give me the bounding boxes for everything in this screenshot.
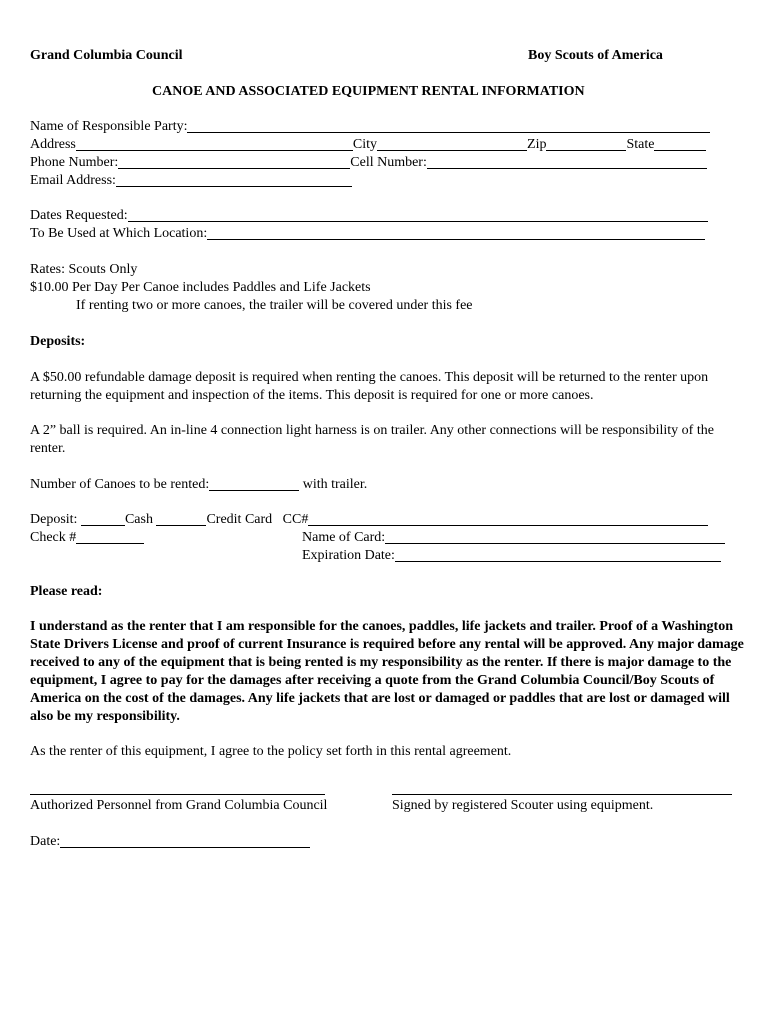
rates-heading: Rates: Scouts Only bbox=[30, 262, 138, 277]
check-row bbox=[30, 529, 144, 547]
cell-blank[interactable] bbox=[427, 154, 707, 169]
scouter-signature-label: Signed by registered Scouter using equipment. bbox=[392, 798, 654, 813]
deposits-heading: Deposits: bbox=[30, 334, 86, 349]
credit-blank[interactable] bbox=[156, 511, 206, 526]
name-label: Name of Responsible Party: bbox=[30, 119, 188, 134]
rates-trailer-note: If renting two or more canoes, the trailer will be covered under this fee bbox=[76, 298, 473, 313]
card-name-label: Name of Card: bbox=[302, 530, 386, 545]
canoe-count-row bbox=[30, 476, 367, 494]
card-name-row bbox=[302, 529, 725, 547]
phone-field-row bbox=[30, 154, 707, 172]
council-signature-line[interactable] bbox=[30, 794, 325, 795]
card-name-blank[interactable] bbox=[385, 529, 725, 544]
cash-blank[interactable] bbox=[81, 511, 125, 526]
address-blank[interactable] bbox=[76, 136, 353, 151]
cc-label: CC# bbox=[282, 512, 309, 527]
credit-card-label: Credit Card bbox=[206, 512, 273, 527]
organization-name: Boy Scouts of America bbox=[528, 48, 663, 63]
deposit-label: Deposit: bbox=[30, 512, 78, 527]
agreement-statement: As the renter of this equipment, I agree to the policy set forth in this rental agreement. bbox=[30, 744, 512, 759]
address-field-row bbox=[30, 136, 706, 154]
zip-label: Zip bbox=[527, 137, 547, 152]
dates-blank[interactable] bbox=[128, 207, 708, 222]
date-row bbox=[30, 833, 310, 851]
date-blank[interactable] bbox=[60, 833, 310, 848]
expiration-row bbox=[302, 547, 721, 565]
state-blank[interactable] bbox=[654, 136, 706, 151]
location-label: To Be Used at Which Location: bbox=[30, 226, 208, 241]
please-read-heading: Please read: bbox=[30, 584, 103, 599]
city-label: City bbox=[352, 137, 378, 152]
location-field-row bbox=[30, 225, 705, 243]
name-blank[interactable] bbox=[187, 118, 710, 133]
council-name: Grand Columbia Council bbox=[30, 48, 183, 63]
cell-label: Cell Number: bbox=[350, 155, 427, 170]
rates-price: $10.00 Per Day Per Canoe includes Paddles and Life Jackets bbox=[30, 280, 371, 295]
page-title: CANOE AND ASSOCIATED EQUIPMENT RENTAL INFORMATION bbox=[152, 84, 585, 99]
scouter-signature-line[interactable] bbox=[392, 794, 732, 795]
check-number-blank[interactable] bbox=[76, 529, 144, 544]
location-blank[interactable] bbox=[207, 225, 705, 240]
expiration-blank[interactable] bbox=[395, 547, 721, 562]
name-field-row bbox=[30, 118, 710, 136]
expiration-label: Expiration Date: bbox=[302, 548, 395, 563]
canoe-count-suffix: with trailer. bbox=[302, 477, 368, 492]
zip-blank[interactable] bbox=[546, 136, 626, 151]
deposit-paragraph: A $50.00 refundable damage deposit is required when renting the canoes. This deposit will be returned to the renter upon returning the equipment and inspection of the items. This deposit is required for one or more canoes. bbox=[30, 370, 709, 403]
dates-field-row bbox=[30, 207, 708, 225]
cash-label: Cash bbox=[124, 512, 153, 527]
canoe-count-blank[interactable] bbox=[209, 476, 299, 491]
address-label: Address bbox=[30, 137, 76, 152]
date-label: Date: bbox=[30, 834, 61, 849]
state-label: State bbox=[626, 137, 655, 152]
cc-number-blank[interactable] bbox=[308, 511, 708, 526]
phone-label: Phone Number: bbox=[30, 155, 119, 170]
email-field-row bbox=[30, 172, 352, 190]
payment-row bbox=[30, 511, 708, 529]
phone-blank[interactable] bbox=[118, 154, 350, 169]
council-signature-label: Authorized Personnel from Grand Columbia Council bbox=[30, 798, 328, 813]
trailer-hitch-paragraph: A 2” ball is required. An in-line 4 connection light harness is on trailer. Any other connections will be responsibility of the renter. bbox=[30, 423, 714, 456]
canoe-count-label: Number of Canoes to be rented: bbox=[30, 477, 210, 492]
responsibility-paragraph: I understand as the renter that I am responsible for the canoes, paddles, life jackets and trailer. Proof of a Washington State Drivers License and proof of current Insurance is required before any rental will be approved. Any major damage received to any of the equipment that is being rented is my responsibility as the renter. If there is major damage to the equipment, I agree to pay for the damages after receiving a quote from the Grand Columbia Council/Boy Scouts of America on the cost of the damages. Any life jackets that are lost or damaged or paddles that are lost or damaged will also be my responsibility. bbox=[30, 619, 744, 724]
email-label: Email Address: bbox=[30, 173, 116, 188]
dates-label: Dates Requested: bbox=[30, 208, 128, 223]
city-blank[interactable] bbox=[377, 136, 527, 151]
email-blank[interactable] bbox=[116, 172, 352, 187]
check-label: Check # bbox=[30, 530, 77, 545]
